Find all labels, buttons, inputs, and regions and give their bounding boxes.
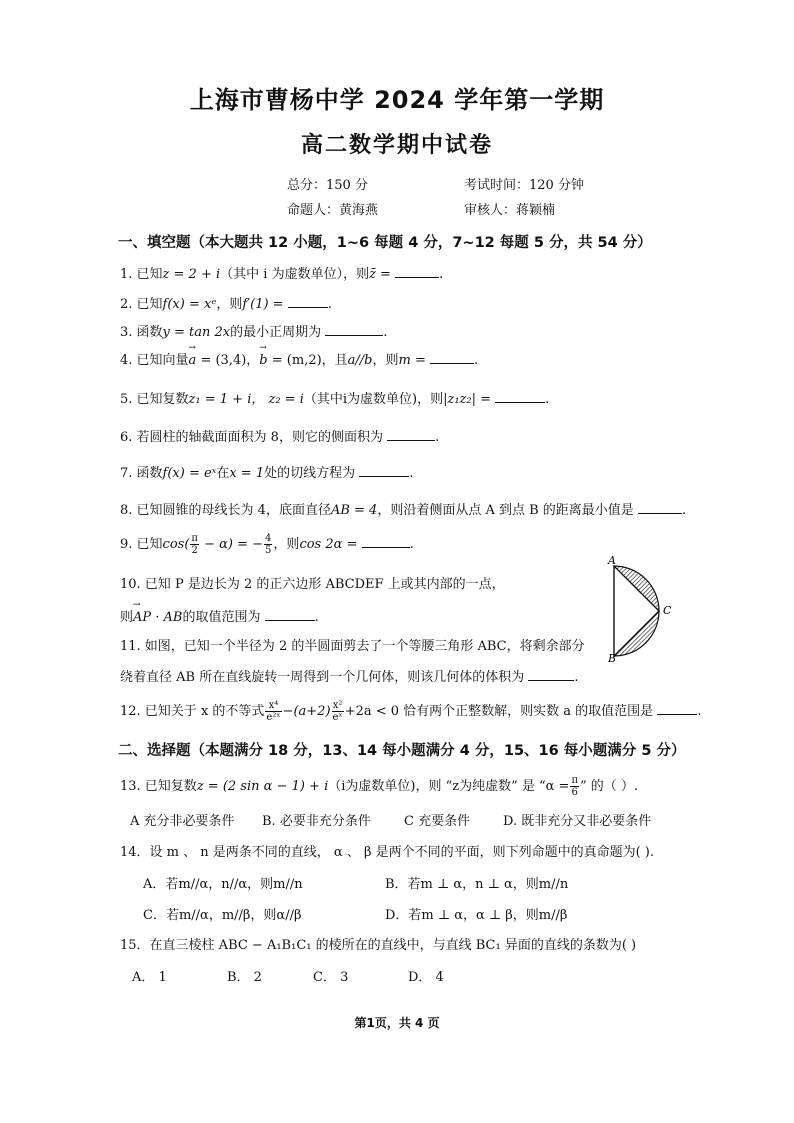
total-score: 总分：150 分 [287, 178, 368, 193]
question-3: 3. 函数y = tan 2x的最小正周期为 . [120, 325, 388, 340]
question-14: 14．设 m 、 n 是两条不同的直线， α 、 β 是两个不同的平面，则下列命题中的真命题为( ). [120, 845, 655, 860]
question-setter: 命题人：黄海燕 [287, 203, 379, 218]
question-12: 12. 已知关于 x 的不等式 $\frac{\text{x⁴}}{\text{e²ˣ}}$ −(a+2) $\frac{\text{x²}}{\text{eˣ}}$ +2a < 0 恰有两个正整数解，则实数 a 的取值范围是 . [120, 700, 702, 723]
half-disc-figure [600, 556, 690, 662]
q13-option-a[interactable]: A 充分非必要条件 [130, 814, 235, 829]
q13-option-b[interactable]: B. 必要非充分条件 [262, 814, 371, 829]
question-10-line-2: 则→ AP · AB的取值范围为 . [120, 606, 319, 625]
question-2: 2. 已知f(x) = xᵉ，则f′(1) = . [120, 297, 332, 312]
answer-blank[interactable] [395, 265, 439, 278]
answer-blank[interactable] [495, 390, 545, 403]
question-13: 13. 已知复数z = (2 sin α − 1) + i（i为虚数单位)，则 “z为纯虚数” 是 “α = $\frac{\pi}{6}$ ” 的（ ）. [120, 775, 639, 798]
question-6: 6. 若圆柱的轴截面面积为 8，则它的侧面积为 . [120, 430, 440, 445]
answer-blank[interactable] [638, 501, 682, 514]
label-b: B [608, 652, 617, 662]
question-15: 15．在直三棱柱 ABC − A₁B₁C₁ 的棱所在的直线中，与直线 BC₁ 异面的直线的条数为( ) [120, 938, 637, 953]
question-8: 8. 已知圆锥的母线长为 4，底面直径AB = 4，则沿着侧面从点 A 到点 B 的距离最小值是 . [120, 503, 687, 518]
answer-blank[interactable] [387, 428, 435, 441]
q14-option-a[interactable]: A．若m//α，n//α，则m//n [143, 877, 303, 892]
answer-blank[interactable] [657, 702, 697, 715]
question-1: 1. 已知z = 2 + i（其中 i 为虚数单位），则z̄ = . [120, 267, 444, 282]
question-reviewer: 审核人：蒋颖楠 [464, 203, 556, 218]
question-7: 7. 函数f(x) = eˣ在x = 1处的切线方程为 . [120, 466, 414, 481]
label-a: A [608, 556, 616, 567]
q13-option-d[interactable]: D. 既非充分又非必要条件 [503, 814, 652, 829]
school-title: 上海市曹杨中学 2024 学年第一学期 [189, 86, 605, 114]
question-10-line-1: 10. 已知 P 是边长为 2 的正六边形 ABCDEF 上或其内部的一点， [120, 577, 505, 592]
q14-option-c[interactable]: C．若m//α，m//β，则α//β [143, 908, 302, 923]
label-c: C [663, 604, 672, 617]
question-11-line-1: 11. 如图，已知一个半径为 2 的半圆面剪去了一个等腰三角形 ABC，将剩余部分 [120, 639, 585, 654]
section-2-heading: 二、选择题（本题满分 18 分，13、14 每小题满分 4 分，15、16 每小题满分 5 分） [118, 743, 686, 759]
q15-option-c[interactable]: C． 3 [313, 970, 349, 985]
answer-blank[interactable] [325, 323, 383, 336]
q15-option-d[interactable]: D． 4 [408, 970, 444, 985]
exam-title: 高二数学期中试卷 [300, 133, 493, 158]
q15-option-a[interactable]: A． 1 [132, 970, 167, 985]
q13-option-c[interactable]: C 充要条件 [404, 814, 471, 829]
answer-blank[interactable] [359, 464, 409, 477]
answer-blank[interactable] [288, 295, 328, 308]
q14-option-d[interactable]: D．若m ⊥ α，α ⊥ β，则m//β [385, 908, 568, 923]
question-11-line-2: 绕着直径 AB 所在直线旋转一周得到一个几何体，则该几何体的体积为 . [120, 670, 579, 685]
q15-option-b[interactable]: B． 2 [227, 970, 262, 985]
question-9: 9. 已知cos( $\frac{\pi}{2}$ − α) = − $\frac{4}{5}$ ，则cos 2α = . [120, 533, 414, 556]
answer-blank[interactable] [362, 535, 410, 548]
question-4: 4. 已知向量→ a = (3,4)，→ b = (m,2)，且a//b，则m = . [120, 349, 478, 368]
exam-time: 考试时间：120 分钟 [464, 178, 584, 193]
answer-blank[interactable] [265, 608, 315, 621]
question-5: 5. 已知复数z₁ = 1 + i， z₂ = i（其中i为虚数单位)，则|z₁z₂| = . [120, 392, 550, 407]
section-1-heading: 一、填空题（本大题共 12 小题，1~6 每题 4 分，7~12 每题 5 分，共 54 分） [118, 235, 652, 251]
answer-blank[interactable] [528, 668, 574, 681]
q14-option-b[interactable]: B．若m ⊥ α，n ⊥ α，则m//n [385, 877, 569, 892]
answer-blank[interactable] [430, 351, 474, 364]
page-footer: 第1页，共 4 页 [354, 1016, 440, 1030]
